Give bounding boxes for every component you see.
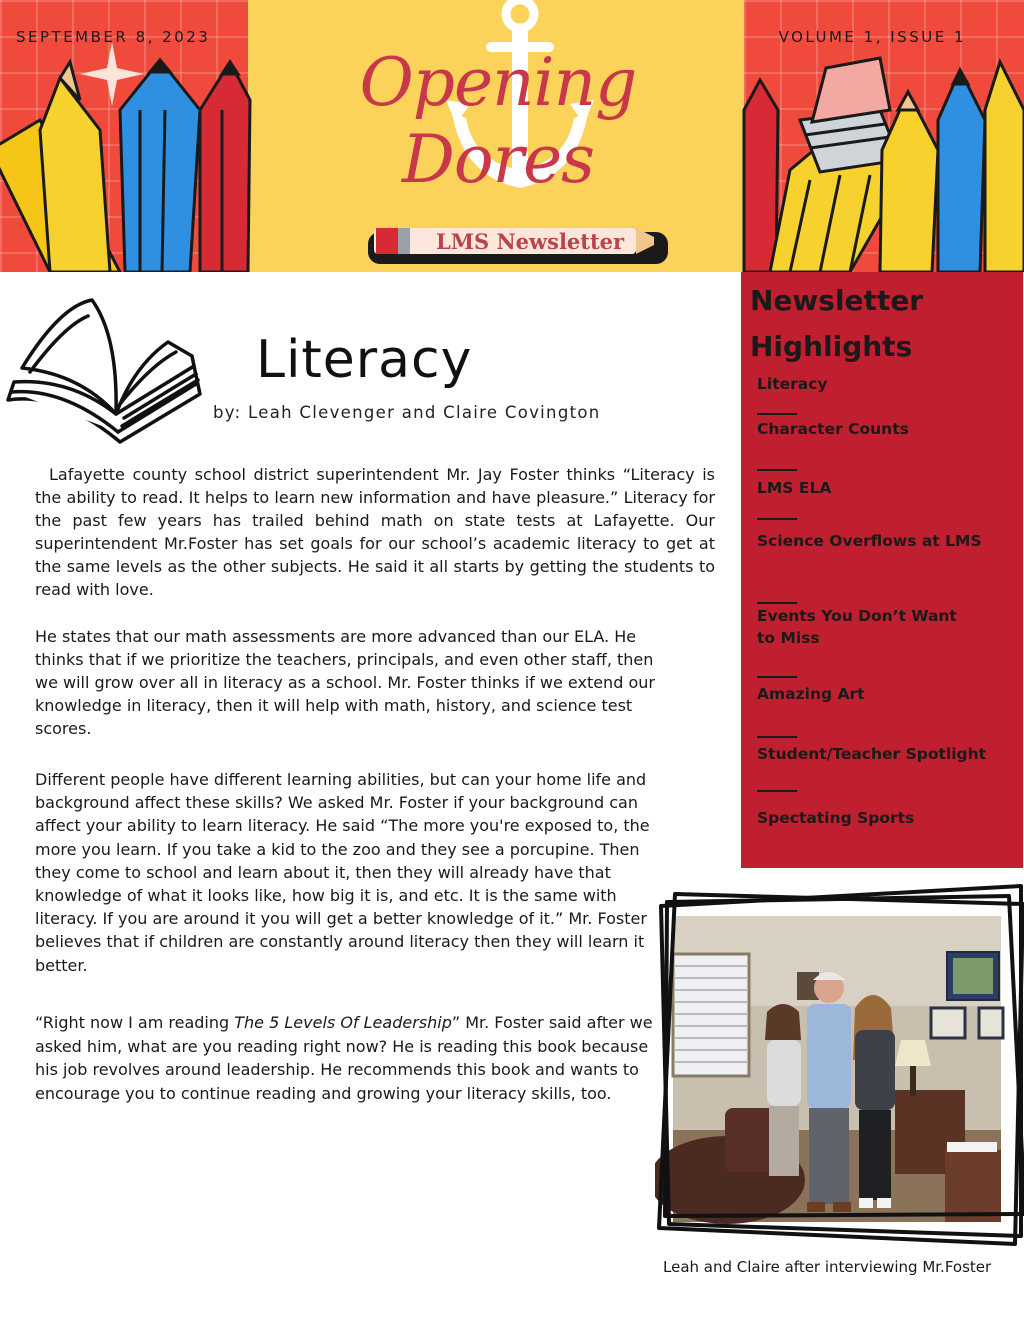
highlight-divider — [757, 790, 797, 792]
article-paragraph-1 — [35, 463, 715, 601]
highlight-divider — [757, 469, 797, 471]
issue-volume: VOLUME 1, ISSUE 1 — [778, 28, 966, 46]
highlight-lms-ela[interactable]: LMS ELA — [757, 479, 832, 497]
people-silhouettes — [765, 972, 895, 1212]
paragraph-4-open: “Right now I am reading — [35, 1013, 235, 1032]
header-banner — [0, 0, 1024, 272]
highlight-divider — [757, 602, 797, 604]
highlight-divider — [757, 736, 797, 738]
interview-photo — [655, 880, 1024, 1252]
paragraph-4-rest: ” Mr. Foster said after we asked him, what are you reading right now? He is reading this book because his job revolves around leadership. He recommends this book and wants to encourage you to continue reading and growing your literacy skills, too. — [35, 1013, 653, 1103]
right-pencils-illustration — [744, 58, 1024, 272]
left-pencils-illustration — [0, 60, 250, 272]
highlight-divider — [757, 518, 797, 520]
book-title: The 5 Levels Of Leadership — [234, 1013, 452, 1032]
article-title: Literacy — [256, 330, 473, 390]
article-byline: by: Leah Clevenger and Claire Covington — [213, 403, 601, 422]
highlight-science-overflows[interactable]: Science Overflows at LMS — [757, 532, 982, 550]
highlight-divider — [757, 676, 797, 678]
article-paragraph-4 — [35, 1011, 655, 1105]
highlight-student-teacher-spotlight[interactable]: Student/Teacher Spotlight — [757, 745, 987, 763]
article-paragraph-3: Different people have different learning abilities, but can your home life and background affect these skills? We asked Mr. Foster if your background can affect your ability to learn literacy. He said “The more you're exposed to, the more you learn. If you take a kid to the zoo and they see a porcupine. Then they come to school and learn about it, then they will already have that knowledge of what it looks like, how big it is, and etc. It is the same with literacy. If you are around it you will get a better knowledge of it.” Mr. Foster believes that if children are constantly around literacy then they will learn it better. — [35, 770, 650, 975]
highlights-sidebar — [741, 272, 1023, 868]
highlight-amazing-art[interactable]: Amazing Art — [757, 685, 865, 703]
photo-scene — [655, 916, 1003, 1224]
highlight-character-counts[interactable]: Character Counts — [757, 420, 909, 438]
photo-caption: Leah and Claire after interviewing Mr.Foster — [663, 1258, 992, 1276]
highlight-spectating-sports[interactable]: Spectating Sports — [757, 809, 915, 827]
highlight-events[interactable]: Events You Don’t Want to Miss — [757, 607, 957, 647]
article-paragraph-2: He states that our math assessments are more advanced than our ELA. He thinks that if we prioritize the teachers, principals, and even other staff, then we will grow over all in literacy as a school. Mr. Foster thinks if we extend our knowledge in literacy, then it will help with math, history, and science test scores. — [35, 627, 655, 738]
paragraph-1-text: Lafayette county school district superintendent Mr. Jay Foster thinks “Literacy is the ability to read. It helps to learn new information and have pleasure.” Literacy for the past few years has trailed behind math on state tests at Lafayette. Our superintendent Mr.Foster has set goals for our school’s academic literacy to get at the same levels as the other subjects. He said it all starts by getting the students to read with love. — [35, 465, 715, 599]
highlight-divider — [757, 413, 797, 415]
newsletter-masthead: Opening Dores — [359, 44, 637, 198]
issue-date: SEPTEMBER 8, 2023 — [16, 28, 211, 46]
highlight-literacy[interactable]: Literacy — [757, 375, 828, 393]
open-book-icon — [0, 296, 208, 452]
sidebar-title: Newsletter Highlights — [750, 284, 924, 363]
newsletter-label: LMS Newsletter — [436, 229, 625, 254]
